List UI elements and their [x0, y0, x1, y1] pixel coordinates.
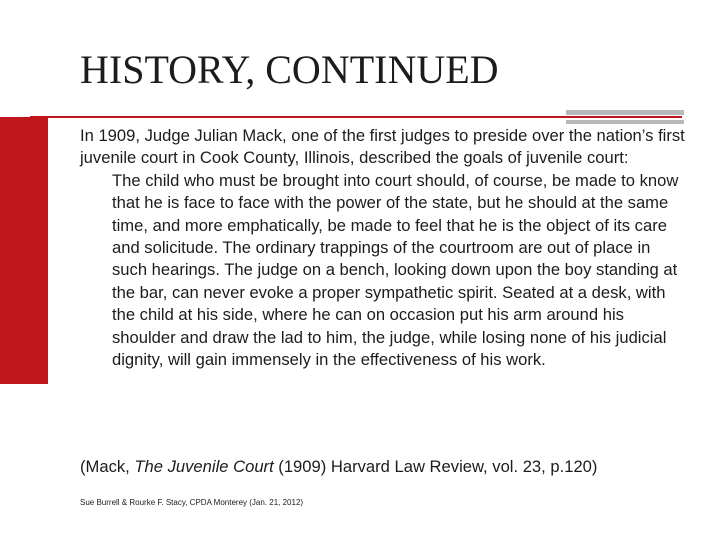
slide-body — [80, 125, 690, 371]
title-underline — [30, 116, 682, 118]
slide-title: HISTORY, CONTINUED — [80, 47, 499, 92]
citation-suffix: (1909) Harvard Law Review, vol. 23, p.120) — [273, 457, 598, 476]
gray-accent-rule — [566, 110, 684, 115]
gray-accent-rule-lower — [566, 120, 684, 124]
slide-footer: Sue Burrell & Rourke F. Stacy, CPDA Monterey (Jan. 21, 2012) — [80, 498, 304, 507]
citation-title: The Juvenile Court — [134, 457, 274, 476]
corner-mask — [0, 0, 48, 117]
citation — [80, 456, 597, 478]
block-quote: The child who must be brought into court should, of course, be made to know that he is face to face with the power of the state, but he should at the same time, and more emphatically, be made to feel that he is the object of its care and solicitude. The ordinary trappings of the courtroom are out of place in such hearings. The judge on a bench, looking down upon the boy standing at the bar, can never evoke a proper sympathetic spirit. Seated at a desk, with the child at his side, where he can on occasion put his arm around his shoulder and draw the lad to him, the judge, while losing none of his judicial dignity, will gain immensely in the effectiveness of his work. — [112, 170, 679, 370]
citation-prefix: (Mack, — [80, 457, 135, 476]
intro-paragraph: In 1909, Judge Julian Mack, one of the first judges to preside over the nation’s first juvenile court in Cook County, Illinois, described the goals of juvenile court: — [80, 126, 685, 168]
